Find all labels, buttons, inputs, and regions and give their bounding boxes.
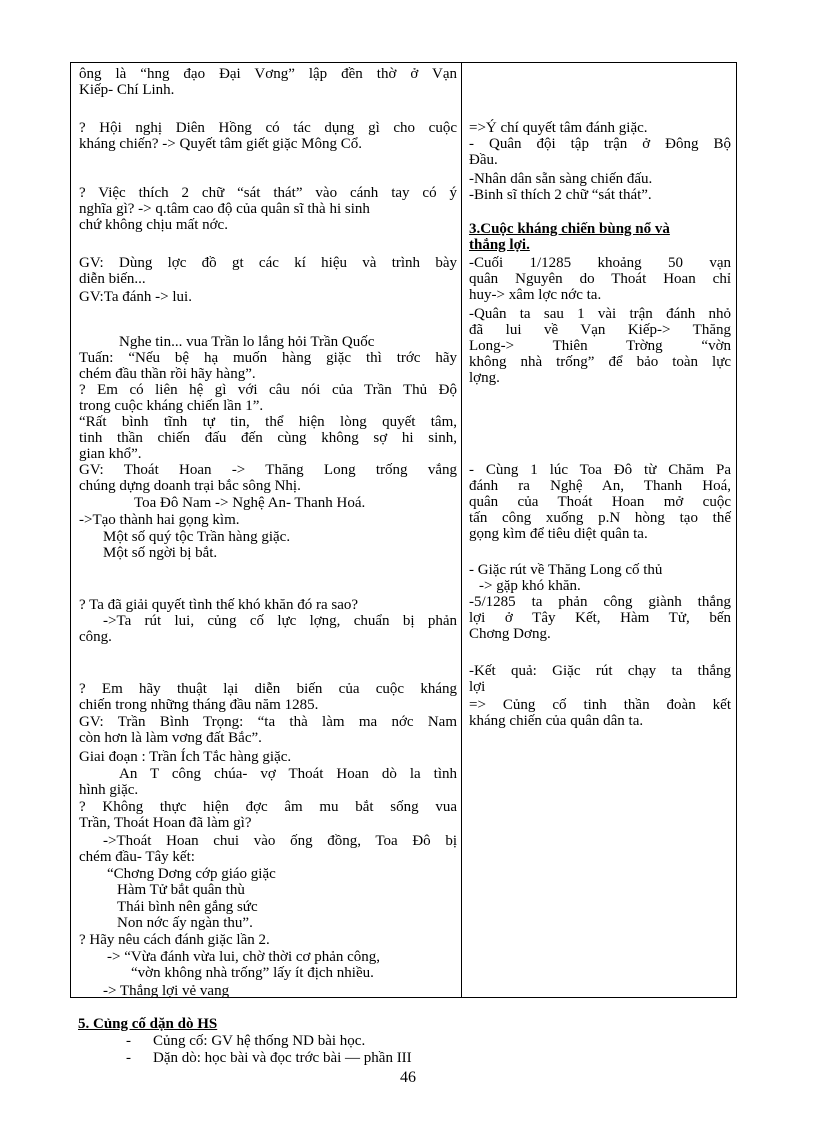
left-line: gian khổ”. (79, 446, 142, 462)
left-line: “vờn không nhà trống” lấy ít địch nhiều. (131, 965, 374, 981)
left-line: GV: Trần Bình Trọng: “ta thà làm ma nớc Nam (79, 714, 457, 730)
footer-bullet: - (126, 1050, 131, 1066)
left-line: chém đầu thần rồi hãy hàng”. (79, 366, 256, 382)
section-heading: 3.Cuộc kháng chiến bùng nổ và (469, 221, 670, 237)
right-line: lợng. (469, 370, 500, 386)
left-line: Nghe tin... vua Trần lo lắng hỏi Trần Quốc (119, 334, 375, 350)
left-line: Hàm Tử bắt quân thù (117, 882, 245, 898)
right-line: -Kết quả: Giặc rút chạy ta thắng (469, 663, 731, 679)
page-number: 46 (400, 1069, 416, 1086)
left-line: tinh thần chiến đấu đến cùng không sợ hi sinh, (79, 430, 457, 446)
left-line: ->Thoát Hoan chui vào ống đồng, Toa Đô bị (103, 833, 457, 849)
left-line: ông là “hng đạo Đại Vơng” lập đền thờ ở Vạn (79, 66, 457, 82)
left-line: GV: Dùng lợc đồ gt các kí hiệu và trình bày (79, 255, 457, 271)
left-line: chém đầu- Tây kết: (79, 849, 195, 865)
right-line: lợi ở Tây Kết, Hàm Tử, bến (469, 610, 731, 626)
right-line: đánh ra Nghệ An, Thanh Hoá, (469, 478, 731, 494)
right-line: quân của Thoát Hoan mở cuộc (469, 494, 731, 510)
left-line: “Chơng Dơng cớp giáo giặc (107, 866, 276, 882)
left-line: Non nớc ấy ngàn thu”. (117, 915, 253, 931)
right-line: kháng chiến của quân dân ta. (469, 713, 644, 729)
left-line: -> “Vừa đánh vừa lui, chờ thời cơ phản công, (107, 949, 381, 965)
right-line: -> gặp khó khăn. (479, 578, 581, 594)
left-line: Giai đoạn : Trần Ích Tắc hàng giặc. (79, 749, 292, 765)
left-line: kháng chiến? -> Quyết tâm giết giặc Mông Cổ. (79, 136, 362, 152)
right-line: -Quân ta sau 1 vài trận đánh nhỏ (469, 306, 731, 322)
footer-bullet: - (126, 1033, 131, 1049)
right-line: Đầu. (469, 152, 498, 168)
column-divider (461, 63, 462, 997)
left-line: Kiếp- Chí Linh. (79, 82, 175, 98)
right-line: - Giặc rút về Thăng Long cố thủ (469, 562, 663, 578)
right-line: gọng kìm để tiêu diệt quân ta. (469, 526, 648, 542)
right-line: - Quân đội tập trận ở Đông Bộ (469, 136, 731, 152)
left-line: Một số quý tộc Trần hàng giặc. (103, 529, 291, 545)
right-line: -Binh sĩ thích 2 chữ “sát thát”. (469, 187, 652, 203)
left-line: ? Em hãy thuật lại diễn biến của cuộc kháng (79, 681, 457, 697)
right-line: tấn công xuống p.N hòng tạo thế (469, 510, 731, 526)
left-line: ->Ta rút lui, củng cố lực lợng, chuẩn bị phản (103, 613, 457, 629)
right-line: lợi (469, 679, 486, 695)
footer-item: Củng cố: GV hệ thống ND bài học. (153, 1033, 366, 1049)
left-line: ? Việc thích 2 chữ “sát thát” vào cánh tay có ý (79, 185, 457, 201)
right-line: không nhà trống” để bảo toàn lực (469, 354, 731, 370)
left-line: diễn biến... (79, 271, 146, 287)
left-line: chúng dựng doanh trại bắc sông Nhị. (79, 478, 301, 494)
right-line: => Củng cố tinh thần đoàn kết (469, 697, 731, 713)
right-line: -Cuối 1/1285 khoảng 50 vạn (469, 255, 731, 271)
footer-heading: 5. Củng cố dặn dò HS (78, 1016, 218, 1032)
right-line: Long-> Thiên Trờng “vờn (469, 338, 731, 354)
left-line: công. (79, 629, 112, 645)
right-line: -Nhân dân sẵn sàng chiến đấu. (469, 171, 653, 187)
left-line: Tuấn: “Nếu bệ hạ muốn hàng giặc thì trớc hãy (79, 350, 457, 366)
left-line: “Rất bình tĩnh tự tin, thể hiện lòng quyết tâm, (79, 414, 457, 430)
left-line: GV:Ta đánh -> lui. (79, 289, 192, 305)
left-line: ->Tạo thành hai gọng kìm. (79, 512, 240, 528)
left-line: ? Không thực hiện đợc âm mu bắt sống vua (79, 799, 457, 815)
right-line: -5/1285 ta phản công giành thắng (469, 594, 731, 610)
left-line: còn hơn là làm vơng đất Bắc”. (79, 730, 262, 746)
left-line: nghĩa gì? -> q.tâm cao độ của quân sĩ thà hi sinh (79, 201, 370, 217)
right-line: đã lui về Vạn Kiếp-> Thăng (469, 322, 731, 338)
left-line: An T công chúa- vợ Thoát Hoan dò la tình (119, 766, 457, 782)
right-line: - Cùng 1 lúc Toa Đô từ Chăm Pa (469, 462, 731, 478)
left-line: ? Ta đã giải quyết tình thế khó khăn đó ra sao? (79, 597, 359, 613)
left-line: chiến trong những tháng đầu năm 1285. (79, 697, 319, 713)
left-line: -> Thắng lợi vẻ vang (103, 983, 230, 999)
left-line: ? Hãy nêu cách đánh giặc lần 2. (79, 932, 270, 948)
section-heading: thắng lợi. (469, 237, 530, 253)
left-line: chứ không chịu mất nớc. (79, 217, 228, 233)
right-line: =>Ý chí quyết tâm đánh giặc. (469, 120, 648, 136)
lesson-table (70, 62, 737, 998)
left-line: hình giặc. (79, 782, 139, 798)
right-line: huy-> xâm lợc nớc ta. (469, 287, 602, 303)
left-line: Thái bình nên gắng sức (117, 899, 258, 915)
footer-item: Dặn dò: học bài và đọc trớc bài — phần III (153, 1050, 412, 1066)
left-line: Trần, Thoát Hoan đã làm gì? (79, 815, 252, 831)
right-line: Chơng Dơng. (469, 626, 551, 642)
left-line: Toa Đô Nam -> Nghệ An- Thanh Hoá. (134, 495, 366, 511)
left-line: GV: Thoát Hoan -> Thăng Long trống vắng (79, 462, 457, 478)
right-line: quân Nguyên do Thoát Hoan chỉ (469, 271, 731, 287)
left-line: trong cuộc kháng chiến lần 1”. (79, 398, 264, 414)
left-line: ? Em có liên hệ gì với câu nói của Trần Thủ Độ (79, 382, 457, 398)
left-line: Một số ngời bị bắt. (103, 545, 218, 561)
left-line: ? Hội nghị Diên Hồng có tác dụng gì cho cuộc (79, 120, 457, 136)
